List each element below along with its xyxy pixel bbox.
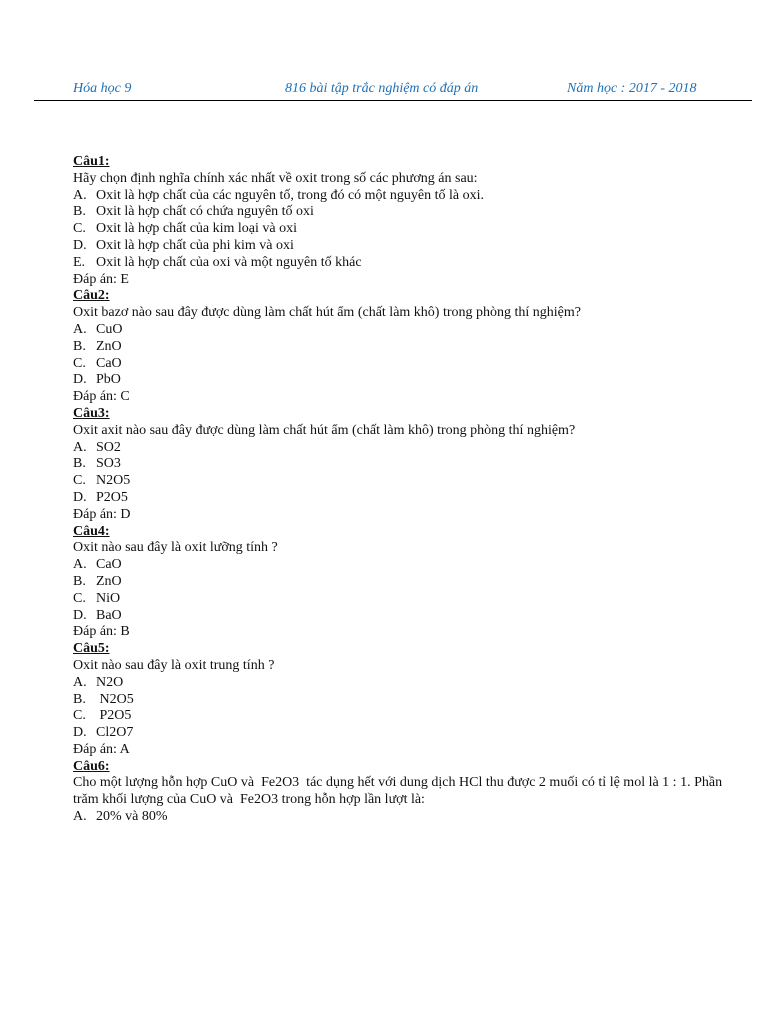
answer-option: [73, 708, 733, 725]
answer-option: [73, 574, 733, 591]
header-subject: Hóa học 9: [73, 81, 132, 96]
answer-option: [73, 356, 733, 373]
answer-option: [73, 322, 733, 339]
option-letter: D.: [73, 489, 87, 505]
option-text: BaO: [96, 607, 122, 623]
option-letter: A.: [73, 187, 87, 203]
question-title: Câu1:: [73, 154, 110, 169]
option-text: Oxit là hợp chất của các nguyên tố, trong đó có một nguyên tố là oxi.: [96, 187, 485, 203]
option-text: P2O5: [96, 489, 128, 505]
question-title: Câu5:: [73, 641, 110, 657]
option-letter: A.: [73, 439, 87, 455]
option-text: Oxit là hợp chất của oxi và một nguyên tố khác: [96, 254, 362, 270]
answer-option: [73, 557, 733, 574]
option-text: ZnO: [96, 573, 122, 589]
option-letter: B.: [73, 456, 86, 472]
question-text: Oxit nào sau đây là oxit trung tính ?: [73, 657, 275, 673]
question-block: [73, 759, 733, 826]
option-letter: C.: [73, 590, 86, 606]
question-block: [73, 641, 733, 759]
answer-option: [73, 692, 733, 709]
option-text: PbO: [96, 372, 121, 388]
header-title: 816 bài tập trắc nghiệm có đáp án: [285, 81, 479, 96]
page-header: [34, 80, 752, 101]
option-text: N2O5: [96, 691, 134, 707]
question-title: Câu4:: [73, 523, 110, 539]
option-letter: D.: [73, 725, 87, 741]
option-letter: B.: [73, 573, 86, 589]
option-text: Cl2O7: [96, 725, 134, 741]
option-letter: C.: [73, 708, 86, 724]
option-text: P2O5: [96, 708, 132, 724]
question-title: Câu3:: [73, 405, 110, 421]
option-text: Oxit là hợp chất của phi kim và oxi: [96, 237, 294, 253]
option-letter: A.: [73, 557, 87, 573]
option-text: ZnO: [96, 338, 122, 354]
answer-option: [73, 675, 733, 692]
option-letter: A.: [73, 809, 87, 825]
option-letter: E.: [73, 254, 86, 270]
answer-option: [73, 372, 733, 389]
question-text: Cho một lượng hỗn hợp CuO và Fe2O3 tác dụng hết với dung dịch HCl thu được 2 muối có tỉ lệ mol là 1 : 1. Phần trăm khối lượng của CuO và Fe2O3 trong hỗn hợp lần lượt là:: [73, 775, 726, 808]
option-letter: A.: [73, 674, 87, 690]
option-text: CaO: [96, 355, 122, 371]
answer-option: [73, 221, 733, 238]
option-text: NiO: [96, 590, 121, 606]
answer-option: [73, 188, 733, 205]
option-letter: D.: [73, 237, 87, 253]
option-letter: B.: [73, 338, 86, 354]
option-letter: C.: [73, 221, 86, 237]
question-block: [73, 524, 733, 642]
option-text: Oxit là hợp chất có chứa nguyên tố oxi: [96, 204, 314, 220]
option-letter: B.: [73, 204, 86, 220]
answer-option: [73, 591, 733, 608]
option-letter: B.: [73, 691, 86, 707]
option-text: N2O5: [96, 473, 131, 489]
question-text: Oxit axit nào sau đây được dùng làm chất hút ẩm (chất làm khô) trong phòng thí nghiệm?: [73, 422, 576, 438]
answer-option: [73, 608, 733, 625]
option-letter: C.: [73, 355, 86, 371]
option-text: SO2: [96, 439, 121, 455]
question-text: Oxit bazơ nào sau đây được dùng làm chất hút ẩm (chất làm khô) trong phòng thí nghiệm?: [73, 305, 581, 321]
answer-option: [73, 204, 733, 221]
answer-option: [73, 809, 733, 826]
question-block: [73, 288, 733, 406]
option-text: Oxit là hợp chất của kim loại và oxi: [96, 221, 298, 237]
question-block: [73, 406, 733, 524]
answer-option: [73, 440, 733, 457]
answer-option: [73, 725, 733, 742]
answer-key: Đáp án: B: [73, 624, 130, 640]
option-text: N2O: [96, 674, 124, 690]
answer-option: [73, 490, 733, 507]
option-letter: C.: [73, 473, 86, 489]
header-school-year: Năm học : 2017 - 2018: [567, 81, 697, 96]
question-text: Oxit nào sau đây là oxit lưỡng tính ?: [73, 540, 278, 556]
question-title: Câu2:: [73, 288, 110, 304]
option-text: 20% và 80%: [96, 809, 168, 825]
question-block: [73, 154, 733, 288]
question-text: Hãy chọn định nghĩa chính xác nhất về oxit trong số các phương án sau:: [73, 170, 478, 186]
answer-option: [73, 473, 733, 490]
answer-key: Đáp án: D: [73, 506, 131, 522]
question-list: [73, 154, 733, 826]
answer-option: [73, 255, 733, 272]
option-text: CuO: [96, 321, 123, 337]
answer-option: [73, 456, 733, 473]
answer-key: Đáp án: C: [73, 389, 130, 405]
option-text: CaO: [96, 557, 122, 573]
answer-key: Đáp án: E: [73, 271, 129, 287]
option-text: SO3: [96, 456, 121, 472]
option-letter: A.: [73, 321, 87, 337]
answer-option: [73, 238, 733, 255]
option-letter: D.: [73, 607, 87, 623]
answer-option: [73, 339, 733, 356]
question-title: Câu6:: [73, 758, 110, 774]
answer-key: Đáp án: A: [73, 741, 130, 757]
option-letter: D.: [73, 372, 87, 388]
